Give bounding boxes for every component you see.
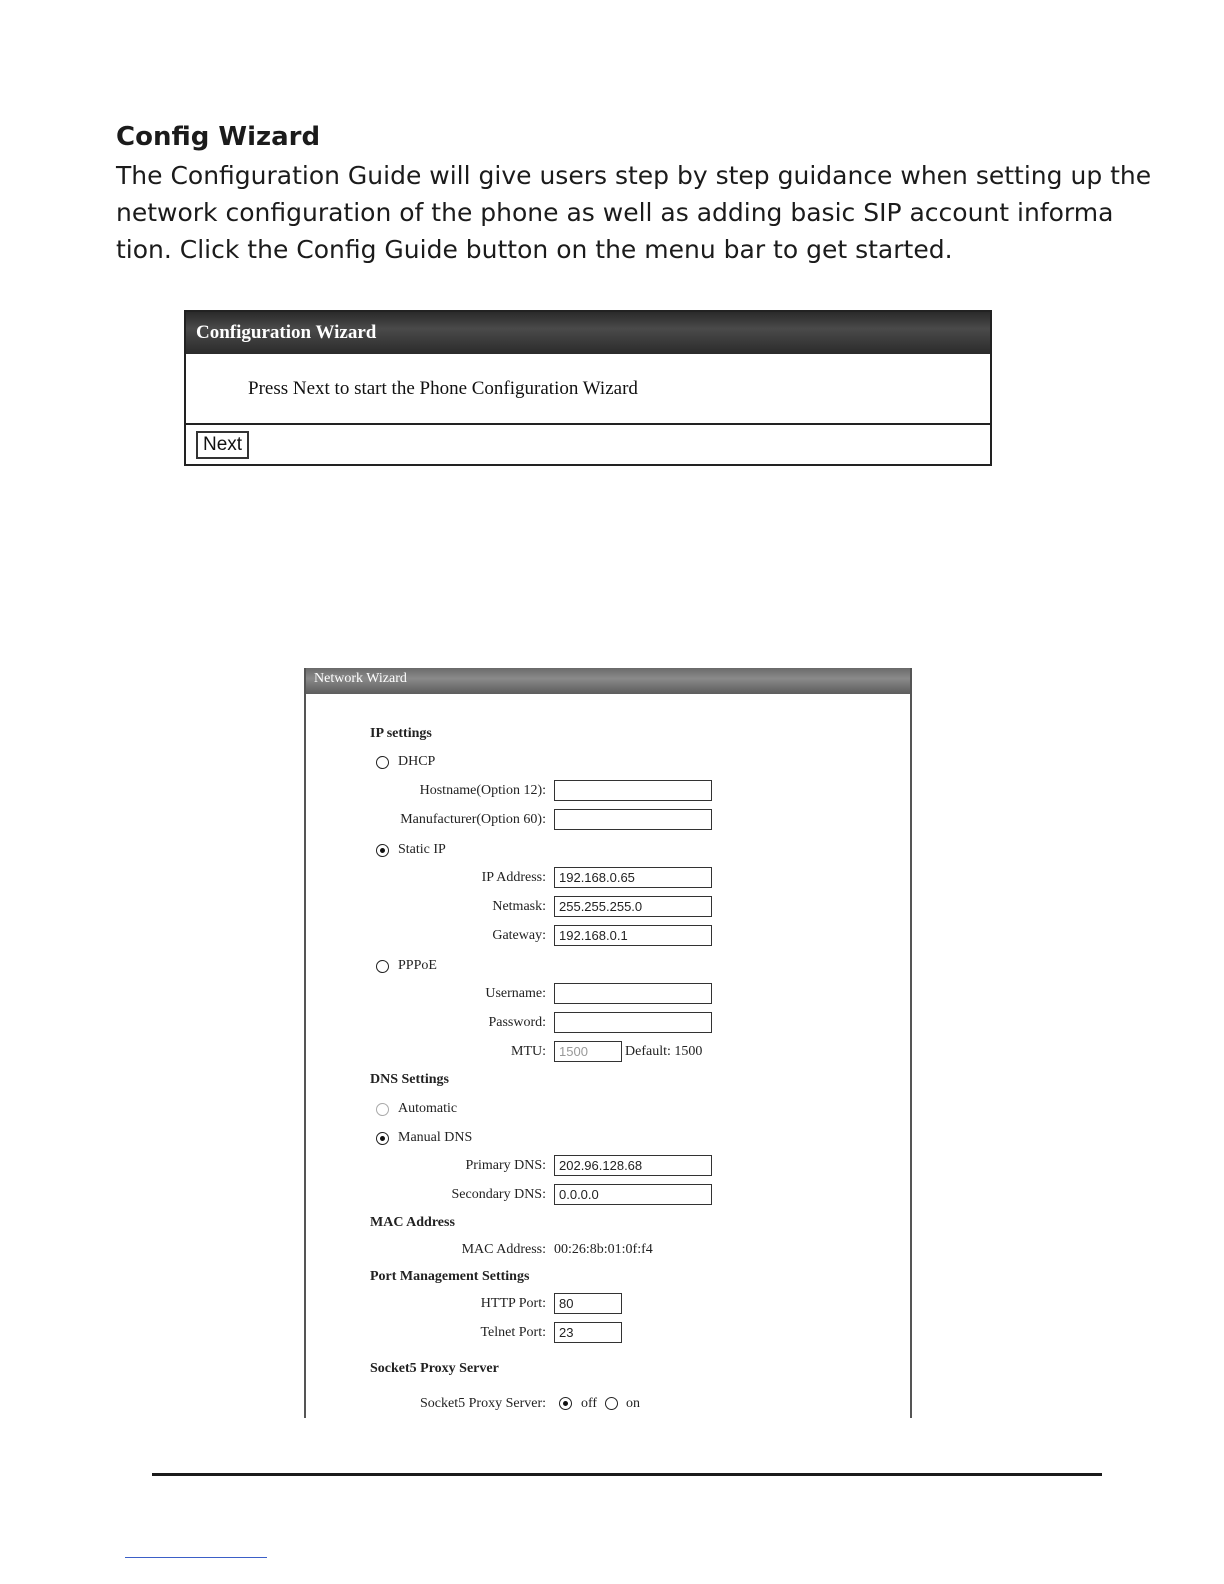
- hostname-input[interactable]: [554, 780, 712, 801]
- socket5-proxy-label: Socket5 Proxy Server:: [420, 1396, 546, 1411]
- static-ip-radio[interactable]: [376, 844, 389, 857]
- hostname-label: Hostname(Option 12):: [419, 783, 546, 798]
- configuration-wizard-message: Press Next to start the Phone Configuration Wizard: [248, 378, 638, 399]
- mac-address-label: MAC Address:: [461, 1242, 546, 1257]
- socket5-off-label: off: [581, 1396, 598, 1411]
- mac-address-title: MAC Address: [370, 1215, 455, 1230]
- configuration-wizard-panel: [184, 310, 992, 466]
- dns-manual-radio[interactable]: [376, 1132, 389, 1145]
- footer-link-underline: [125, 1557, 267, 1558]
- secondary-dns-label: Secondary DNS:: [451, 1187, 546, 1202]
- gateway-input[interactable]: [554, 925, 712, 946]
- netmask-label: Netmask:: [492, 899, 546, 914]
- dhcp-label: DHCP: [398, 754, 436, 769]
- http-port-input[interactable]: [554, 1293, 622, 1314]
- next-button[interactable]: Next: [196, 431, 249, 459]
- intro-line: tion. Click the Config Guide button on the menu bar to get started.: [116, 235, 953, 264]
- password-input[interactable]: [554, 1012, 712, 1033]
- gateway-label: Gateway:: [492, 928, 546, 943]
- manufacturer-input[interactable]: [554, 809, 712, 830]
- http-port-label: HTTP Port:: [480, 1296, 546, 1311]
- dns-automatic-label: Automatic: [398, 1101, 458, 1116]
- primary-dns-label: Primary DNS:: [465, 1158, 546, 1173]
- username-input[interactable]: [554, 983, 712, 1004]
- configuration-wizard-title: Configuration Wizard: [186, 312, 990, 354]
- ip-settings-title: IP settings: [370, 726, 432, 741]
- manufacturer-label: Manufacturer(Option 60):: [400, 812, 546, 827]
- primary-dns-input[interactable]: [554, 1155, 712, 1176]
- port-management-title: Port Management Settings: [370, 1269, 530, 1284]
- pppoe-label: PPPoE: [398, 958, 437, 973]
- dns-manual-label: Manual DNS: [398, 1130, 473, 1145]
- socket5-proxy-title: Socket5 Proxy Server: [370, 1361, 499, 1376]
- password-label: Password:: [488, 1015, 546, 1030]
- dhcp-radio[interactable]: [376, 756, 389, 769]
- configuration-wizard-body: [186, 354, 990, 425]
- network-wizard-title: Network Wizard: [306, 668, 910, 694]
- dns-automatic-radio[interactable]: [376, 1103, 389, 1116]
- static-ip-label: Static IP: [398, 842, 446, 857]
- ip-address-label: IP Address:: [481, 870, 546, 885]
- network-wizard-panel: [304, 668, 912, 1418]
- secondary-dns-input[interactable]: [554, 1184, 712, 1205]
- socket5-on-radio[interactable]: [605, 1397, 618, 1410]
- ip-address-input[interactable]: [554, 867, 712, 888]
- dns-settings-title: DNS Settings: [370, 1072, 449, 1087]
- mtu-default-text: Default: 1500: [625, 1044, 703, 1059]
- footer-rule: [152, 1473, 1102, 1476]
- configuration-wizard-footer: [186, 425, 990, 465]
- intro-paragraph: [116, 157, 1152, 268]
- mac-address-value: 00:26:8b:01:0f:f4: [554, 1242, 653, 1257]
- mtu-label: MTU:: [511, 1044, 546, 1059]
- telnet-port-label: Telnet Port:: [480, 1325, 546, 1340]
- section-heading: Config Wizard: [116, 122, 321, 152]
- intro-line: The Configuration Guide will give users step by step guidance when setting up the: [116, 161, 1152, 190]
- socket5-on-label: on: [626, 1396, 640, 1411]
- username-label: Username:: [485, 986, 546, 1001]
- mtu-input[interactable]: [554, 1041, 622, 1062]
- telnet-port-input[interactable]: [554, 1322, 622, 1343]
- network-wizard-body: [306, 694, 910, 1416]
- socket5-off-radio[interactable]: [559, 1397, 572, 1410]
- netmask-input[interactable]: [554, 896, 712, 917]
- pppoe-radio[interactable]: [376, 960, 389, 973]
- intro-line: network configuration of the phone as well as adding basic SIP account informa: [116, 198, 1114, 227]
